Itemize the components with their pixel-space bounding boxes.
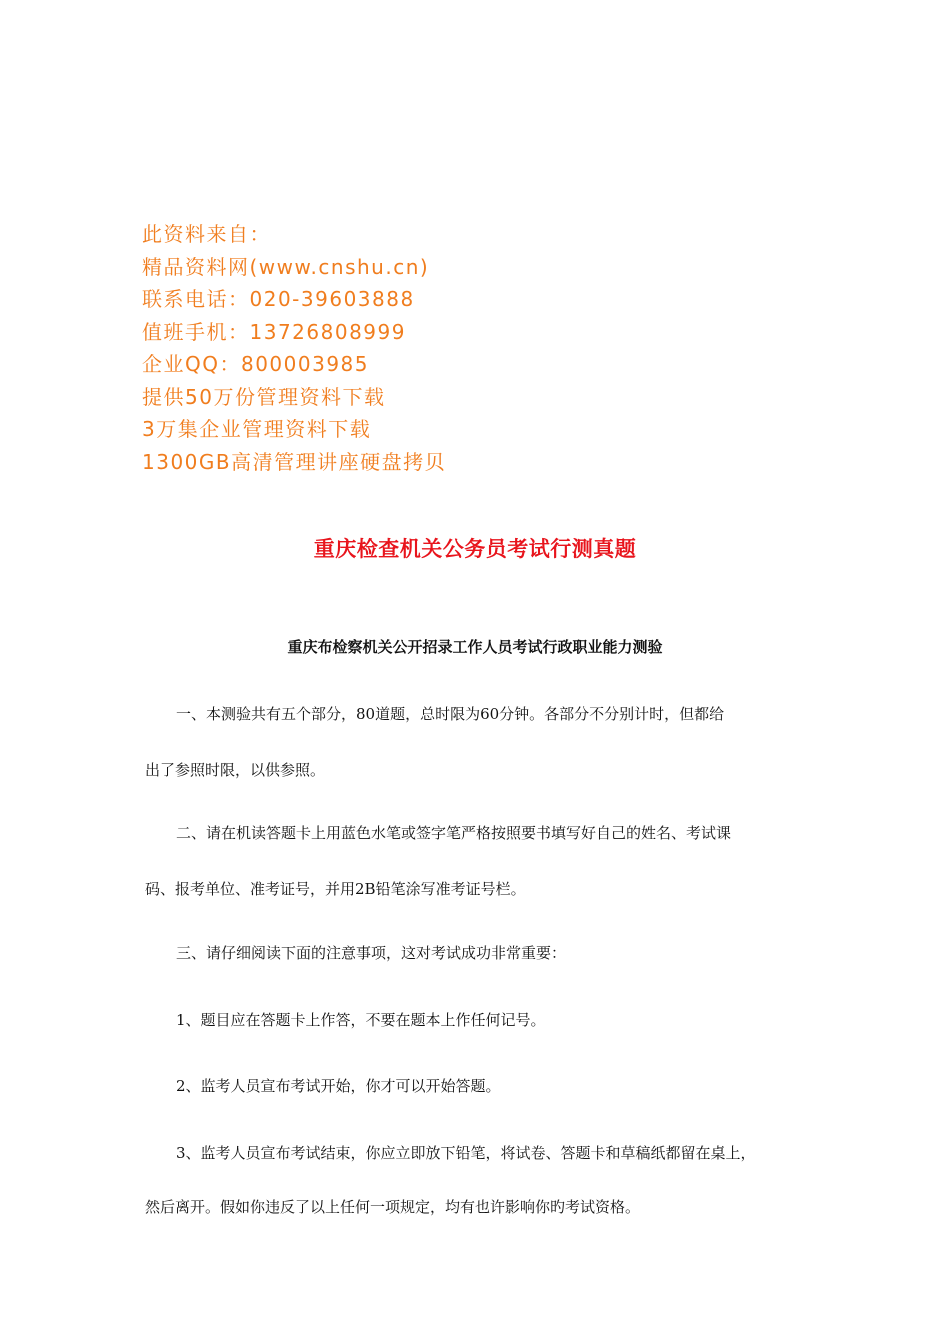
source-line-offer-1: 提供50万份管理资料下载 — [142, 384, 386, 409]
source-line-origin: 此资料来自： — [142, 222, 271, 246]
source-line-phone: 联系电话：020-39603888 — [142, 287, 415, 311]
source-line-mobile: 值班手机：13726808999 — [142, 319, 406, 344]
paragraph-2-line-2: 码、报考单位、准考证号，并用2B铅笔涂写准考证号栏。 — [145, 880, 526, 898]
paragraph-5-line-1: 2、监考人员宣布考试开始，你才可以开始答题。 — [176, 1077, 501, 1095]
paragraph-6-line-2: 然后离开。假如你违反了以上任何一项规定，均有也许影响你旳考试资格。 — [145, 1198, 641, 1216]
paragraph-1-line-2: 出了参照时限，以供参照。 — [145, 761, 326, 779]
source-line-offer-3: 1300GB高清管理讲座硬盘拷贝 — [142, 449, 447, 474]
source-line-website: 精品资料网(www.cnshu.cn) — [142, 254, 430, 279]
paragraph-6-line-1: 3、监考人员宣布考试结束，你应立即放下铅笔，将试卷、答题卡和草稿纸都留在桌上， — [176, 1144, 756, 1162]
source-info-block — [142, 218, 842, 478]
paragraph-2-line-1: 二、请在机读答题卡上用蓝色水笔或签字笔严格按照要书填写好自己的姓名、考试课 — [176, 824, 732, 842]
document-subtitle: 重庆布检察机关公开招录工作人员考试行政职业能力测验 — [287, 638, 663, 656]
paragraph-1-line-1: 一、本测验共有五个部分，80道题，总时限为60分钟。各部分不分别计时，但都给 — [176, 705, 725, 723]
paragraph-4-line-1: 1、题目应在答题卡上作答，不要在题本上作任何记号。 — [176, 1011, 546, 1029]
source-line-offer-2: 3万集企业管理资料下载 — [142, 417, 372, 441]
source-line-qq: 企业QQ：800003985 — [142, 352, 370, 376]
paragraph-3-line-1: 三、请仔细阅读下面的注意事项，这对考试成功非常重要： — [176, 944, 567, 962]
document-title: 重庆检查机关公务员考试行测真题 — [313, 537, 637, 561]
